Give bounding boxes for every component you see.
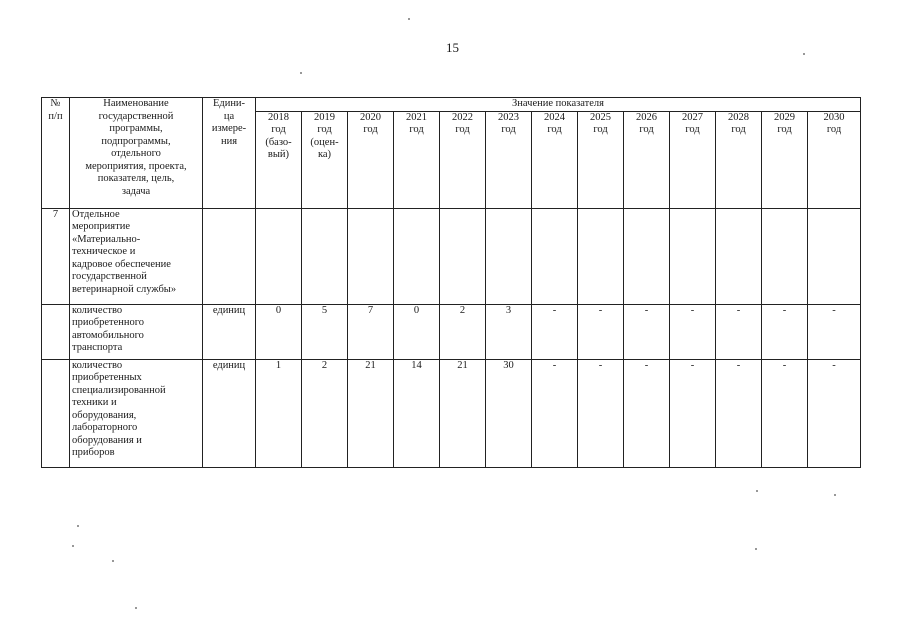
scan-speck	[408, 18, 410, 20]
row-value: 21	[440, 359, 486, 467]
row-value	[670, 208, 716, 304]
row-num: 7	[42, 208, 70, 304]
row-value	[532, 208, 578, 304]
row-value: -	[624, 359, 670, 467]
scan-speck	[77, 525, 79, 527]
row-name: количество приобретенных специализированной техники и оборудования, лабораторного оборудования и приборов	[70, 359, 203, 467]
row-value	[302, 208, 348, 304]
row-value	[440, 208, 486, 304]
row-value: 14	[394, 359, 440, 467]
scan-speck	[72, 545, 74, 547]
row-value: 3	[486, 304, 532, 359]
row-value: 7	[348, 304, 394, 359]
row-value	[256, 208, 302, 304]
row-value: 0	[394, 304, 440, 359]
header-year: 2024 год	[532, 111, 578, 208]
row-value	[808, 208, 861, 304]
header-year: 2022 год	[440, 111, 486, 208]
row-value: -	[762, 304, 808, 359]
row-value: 0	[256, 304, 302, 359]
row-value	[348, 208, 394, 304]
row-value: 30	[486, 359, 532, 467]
row-value: 5	[302, 304, 348, 359]
header-year: 2026 год	[624, 111, 670, 208]
row-name: количество приобретенного автомобильного транспорта	[70, 304, 203, 359]
row-unit: единиц	[203, 359, 256, 467]
header-row-top	[42, 98, 861, 112]
header-year: 2023 год	[486, 111, 532, 208]
row-value: -	[762, 359, 808, 467]
row-value	[716, 208, 762, 304]
scan-speck	[834, 494, 836, 496]
row-unit: единиц	[203, 304, 256, 359]
row-value	[486, 208, 532, 304]
header-value-group: Значение показателя	[256, 98, 861, 112]
row-value: 2	[440, 304, 486, 359]
row-num	[42, 304, 70, 359]
row-value: 1	[256, 359, 302, 467]
header-year: 2028 год	[716, 111, 762, 208]
header-year: 2019 год (оцен- ка)	[302, 111, 348, 208]
header-year: 2029 год	[762, 111, 808, 208]
row-value: -	[532, 359, 578, 467]
row-value: 21	[348, 359, 394, 467]
scan-speck	[135, 607, 137, 609]
table-row	[42, 208, 861, 304]
row-value	[394, 208, 440, 304]
scan-speck	[803, 53, 805, 55]
header-unit: Едини- ца измере- ния	[203, 98, 256, 209]
table-row	[42, 359, 861, 467]
scan-speck	[300, 72, 302, 74]
row-value: -	[578, 359, 624, 467]
page-number: 15	[446, 40, 459, 55]
header-year: 2030 год	[808, 111, 861, 208]
row-value: -	[578, 304, 624, 359]
row-unit	[203, 208, 256, 304]
table-row	[42, 304, 861, 359]
row-num	[42, 359, 70, 467]
scan-speck	[112, 560, 114, 562]
row-value: -	[670, 304, 716, 359]
row-value: 2	[302, 359, 348, 467]
row-value: -	[532, 304, 578, 359]
row-value	[762, 208, 808, 304]
header-year: 2025 год	[578, 111, 624, 208]
row-value	[578, 208, 624, 304]
row-value	[624, 208, 670, 304]
row-value: -	[808, 359, 861, 467]
header-year: 2020 год	[348, 111, 394, 208]
header-num: № п/п	[42, 98, 70, 209]
indicators-table	[41, 97, 861, 468]
header-name: Наименование государственной программы, подпрограммы, отдельного мероприятия, проекта, показателя, цель, задача	[70, 98, 203, 209]
header-year: 2018 год (базо- вый)	[256, 111, 302, 208]
scan-speck	[755, 548, 757, 550]
row-value: -	[716, 359, 762, 467]
header-year: 2021 год	[394, 111, 440, 208]
row-value: -	[624, 304, 670, 359]
row-name: Отдельное мероприятие «Материально- техническое и кадровое обеспечение государственной ветеринарной службы»	[70, 208, 203, 304]
header-year: 2027 год	[670, 111, 716, 208]
scan-speck	[756, 490, 758, 492]
row-value: -	[808, 304, 861, 359]
row-value: -	[716, 304, 762, 359]
row-value: -	[670, 359, 716, 467]
